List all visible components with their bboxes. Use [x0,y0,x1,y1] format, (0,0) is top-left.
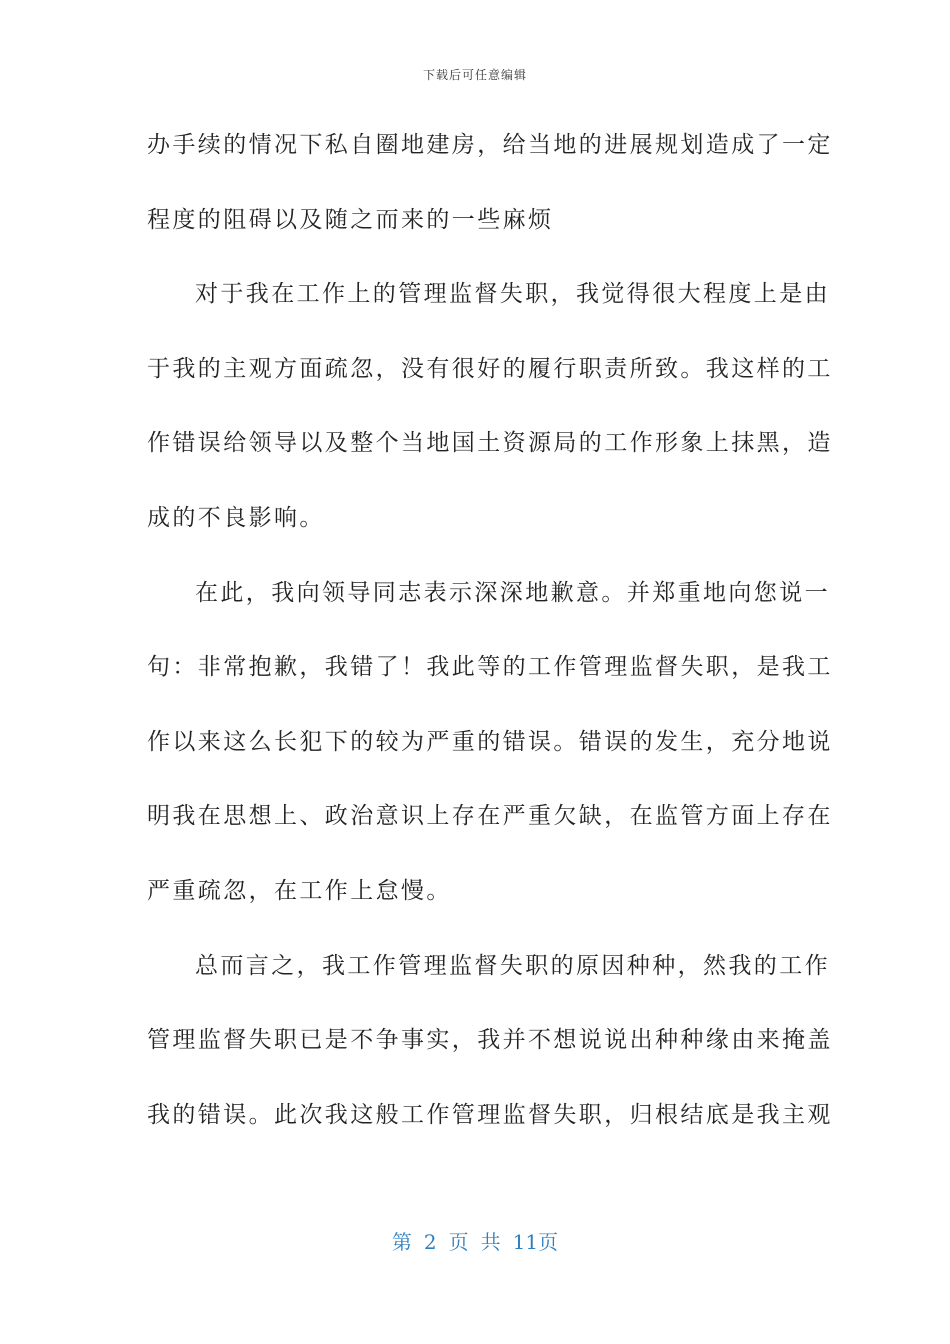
text-line: 于我的主观方面疏忽，没有很好的履行职责所致。我这样的工 [147,355,833,382]
paragraph-first-line: 对于我在工作上的管理监督失职，我觉得很大程度上是由 [195,281,830,308]
footer-total-pages: 11页 [512,1230,559,1254]
text-line: 作以来这么长犯下的较为严重的错误。错误的发生，充分地说 [147,728,833,755]
text-line: 程度的阻碍以及随之而来的一些麻烦 [147,206,554,233]
paragraph-first-line: 总而言之，我工作管理监督失职的原因种种，然我的工作 [195,952,830,979]
document-body [147,120,833,1164]
text-line: 明我在思想上、政治意识上存在严重欠缺，在监管方面上存在 [147,803,833,830]
text-line: 管理监督失职已是不争事实，我并不想说说出种种缘由来掩盖 [147,1027,833,1054]
text-line: 我的错误。此次我这般工作管理监督失职，归根结底是我主观 [147,1101,833,1128]
header-note: 下载后可任意编辑 [422,68,527,82]
text-line: 办手续的情况下私自圈地建房，给当地的进展规划造成了一定 [147,132,833,158]
footer-page-unit: 页 [448,1230,469,1254]
paragraph-first-line: 在此，我向领导同志表示深深地歉意。并郑重地向您说一 [195,579,830,606]
text-line: 严重疏忽，在工作上怠慢。 [147,877,452,904]
page-footer [0,1226,950,1255]
footer-page-number: 2 [423,1230,437,1254]
text-line: 成的不良影响。 [147,504,325,531]
text-line: 作错误给领导以及整个当地国土资源局的工作形象上抹黑，造 [147,430,833,457]
text-line: 句：非常抱歉，我错了！我此等的工作管理监督失职，是我工 [147,654,833,681]
footer-prefix: 第 [391,1230,412,1254]
footer-total-label: 共 [480,1230,501,1254]
